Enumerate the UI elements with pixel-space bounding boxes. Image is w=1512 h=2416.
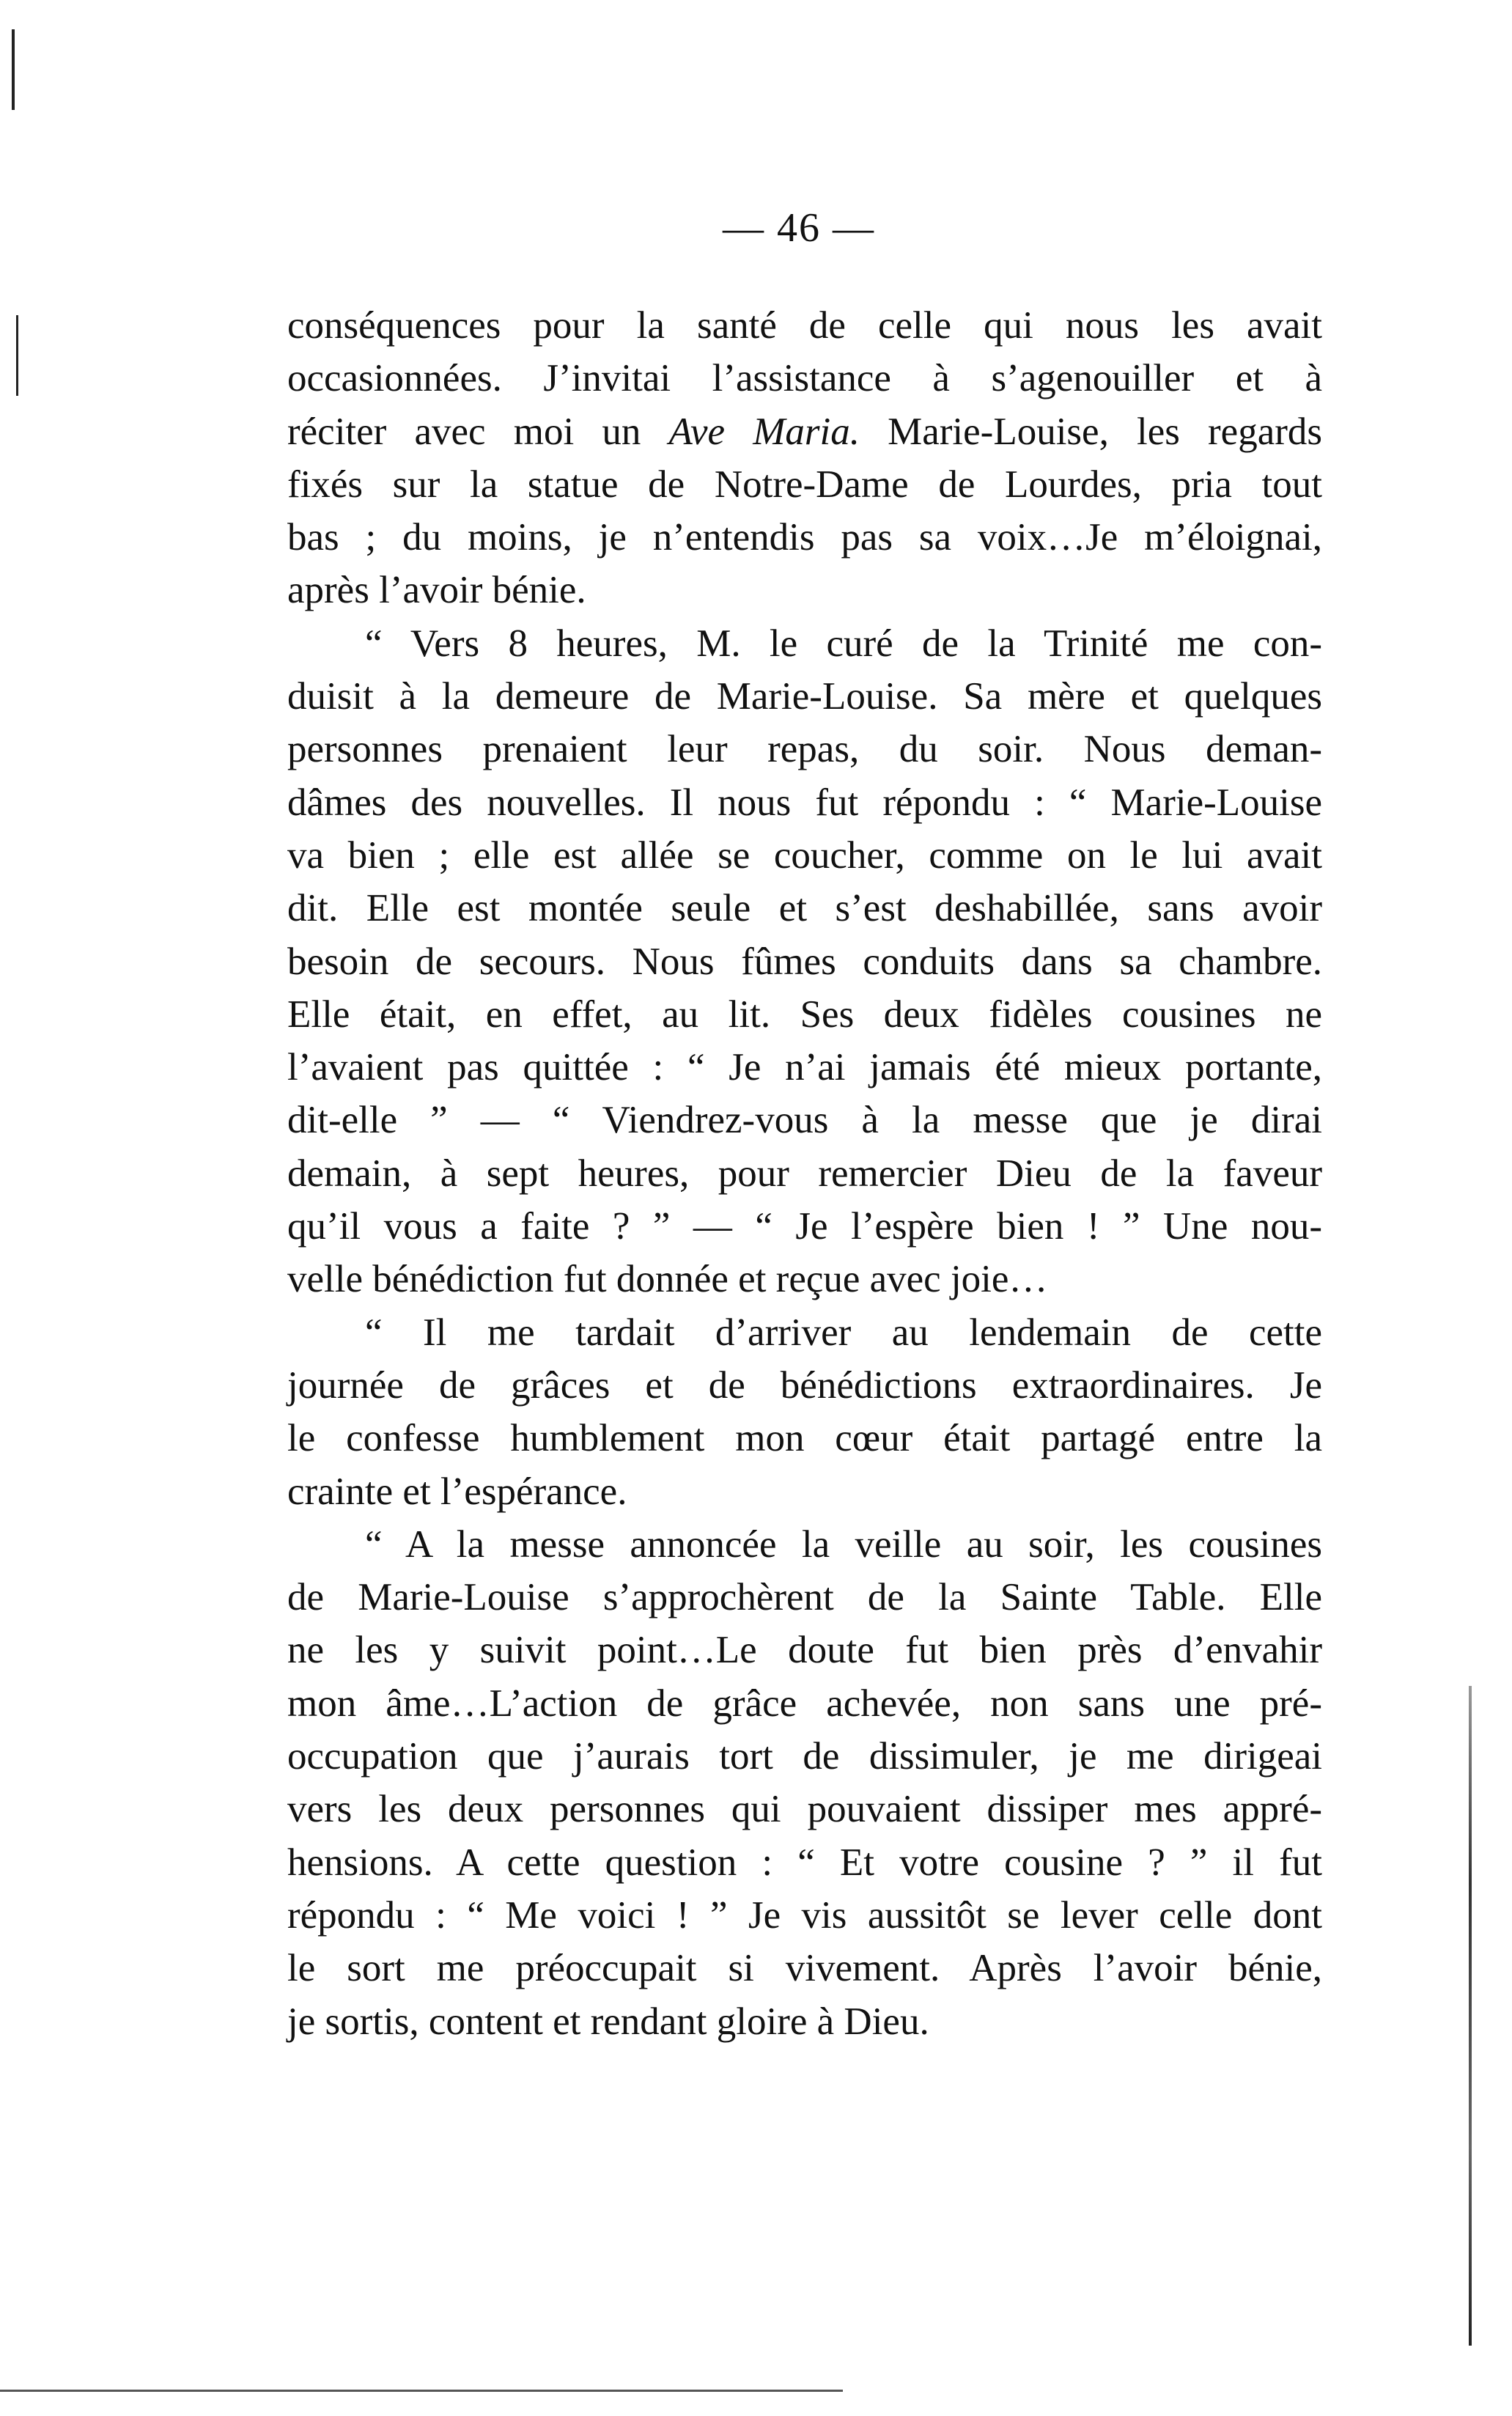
- text-segment: réciter avec moi un: [287, 410, 669, 453]
- text-line: de Marie-Louise s’approchèrent de la Sainte Table. Elle: [287, 1576, 1322, 1619]
- text-line: occasionnées. J’invitai l’assistance à s’agenouiller et à: [287, 357, 1322, 400]
- text-line: “ Il me tardait d’arriver au lendemain de cette: [365, 1311, 1322, 1354]
- text-line: crainte et l’espérance.: [287, 1470, 627, 1513]
- text-line: répondu : “ Me voici ! ” Je vis aussitôt se lever celle dont: [287, 1893, 1322, 1937]
- text-line: besoin de secours. Nous fûmes conduits dans sa chambre.: [287, 940, 1322, 983]
- text-line: [287, 405, 1322, 458]
- text-line: Elle était, en effet, au lit. Ses deux fidèles cousines ne: [287, 992, 1322, 1036]
- text-line: velle bénédiction fut donnée et reçue avec joie…: [287, 1258, 1048, 1301]
- text-line: ne les y suivit point…Le doute fut bien près d’envahir: [287, 1629, 1322, 1672]
- text-line: hensions. A cette question : “ Et votre cousine ? ” il fut: [287, 1841, 1322, 1884]
- text-line: journée de grâces et de bénédictions extraordinaires. Je: [287, 1363, 1322, 1407]
- text-line: l’avaient pas quittée : “ Je n’ai jamais été mieux portante,: [287, 1046, 1322, 1089]
- scan-bottom-edge: [0, 2390, 843, 2392]
- body-text: [287, 299, 1322, 2048]
- text-line: personnes prenaient leur repas, du soir. Nous deman-: [287, 728, 1322, 771]
- text-line: occupation que j’aurais tort de dissimuler, je me dirigeai: [287, 1735, 1322, 1778]
- text-segment: Marie-Louise, les regards: [859, 410, 1323, 453]
- text-line: fixés sur la statue de Notre-Dame de Lourdes, pria tout: [287, 463, 1322, 506]
- text-line: le sort me préoccupait si vivement. Après l’avoir bénie,: [287, 1947, 1322, 1990]
- text-line: “ Vers 8 heures, M. le curé de la Trinité me con-: [365, 622, 1322, 665]
- text-line: mon âme…L’action de grâce achevée, non sans une pré-: [287, 1682, 1322, 1725]
- text-line: le confesse humblement mon cœur était partagé entre la: [287, 1417, 1322, 1460]
- text-line: dâmes des nouvelles. Il nous fut répondu : “ Marie-Louise: [287, 781, 1322, 824]
- text-line: va bien ; elle est allée se coucher, comme on le lui avait: [287, 833, 1322, 877]
- page-number: — 46 —: [723, 205, 875, 251]
- scan-edge-mark: [1469, 1686, 1472, 2346]
- text-line: je sortis, content et rendant gloire à Dieu.: [287, 2000, 929, 2043]
- text-line: duisit à la demeure de Marie-Louise. Sa mère et quelques: [287, 675, 1322, 718]
- text-line: vers les deux personnes qui pouvaient dissiper mes appré-: [287, 1788, 1322, 1831]
- text-line: dit-elle ” — “ Viendrez-vous à la messe que je dirai: [287, 1099, 1322, 1142]
- italic-text: Ave Maria.: [668, 410, 860, 453]
- text-line: “ A la messe annoncée la veille au soir, les cousines: [365, 1522, 1322, 1566]
- text-line: après l’avoir bénie.: [287, 569, 586, 612]
- text-line: bas ; du moins, je n’entendis pas sa voix…Je m’éloignai,: [287, 516, 1322, 559]
- text-line: demain, à sept heures, pour remercier Dieu de la faveur: [287, 1152, 1322, 1195]
- scan-edge-mark: [16, 315, 18, 396]
- scan-edge-mark: [12, 29, 15, 110]
- text-line: qu’il vous a faite ? ” — “ Je l’espère bien ! ” Une nou-: [287, 1205, 1322, 1248]
- text-line: conséquences pour la santé de celle qui nous les avait: [287, 304, 1322, 347]
- text-line: dit. Elle est montée seule et s’est deshabillée, sans avoir: [287, 887, 1322, 930]
